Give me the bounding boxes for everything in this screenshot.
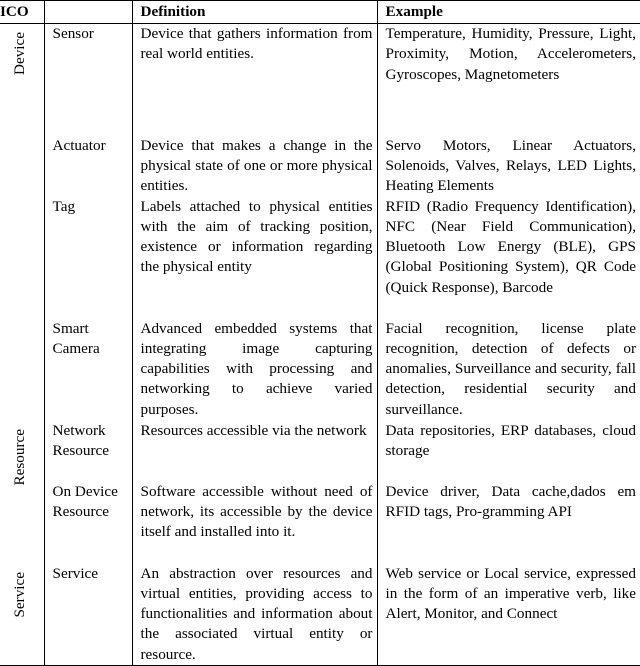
group-label: Device [10, 32, 28, 76]
group-cell-service [0, 564, 44, 666]
ico-example: Device driver, Data cache,dados em RFID tags, Pro-gramming API [385, 482, 636, 520]
ico-definition: Advanced embedded systems that integrating image capturing capabilities with processing and networking to achieve varied purposes. [132, 319, 377, 421]
ico-definition: Labels attached to physical entities with the aim of tracking position, existence or information regarding the physical entity [132, 197, 377, 319]
ico-example: Web service or Local service, expressed in the form of an imperative verb, like Alert, Monitor, and Connect [377, 564, 640, 666]
header-example: Example [385, 3, 443, 20]
table-row [0, 197, 640, 319]
ico-name: Service [44, 564, 132, 666]
ico-name: Smart Camera [44, 319, 132, 421]
ico-definition: Device that makes a change in the physical state of one or more physical entities. [132, 136, 377, 197]
ico-example: Temperature, Humidity, Pressure, Light, Proximity, Motion, Accelerometers, Gyroscopes, Magnetometers [385, 25, 636, 83]
ico-example: Servo Motors, Linear Actuators, Solenoids, Valves, Relays, LED Lights, Heating Elements [385, 136, 636, 195]
table-row [0, 564, 640, 666]
table-row [0, 24, 640, 136]
ico-example: Facial recognition, license plate recognition, detection of defects or anomalies, Surveillance and security, fall detection, residential security and surveillance. [385, 319, 636, 418]
ico-definition: Device that gathers information from real world entities. [132, 24, 377, 136]
header-ico-spacer [44, 1, 132, 24]
table-row [0, 136, 640, 197]
ico-name: On Device Resource [44, 482, 132, 564]
table-row [0, 319, 640, 421]
header-definition: Definition [132, 1, 377, 24]
ico-definition: Software accessible without need of network, its accessible by the device itself and installed into it. [132, 482, 377, 564]
header-row [0, 1, 640, 24]
ico-definition: Resources accessible via the network [132, 421, 377, 482]
ico-name: Tag [44, 197, 132, 319]
ico-example: RFID (Radio Frequency Identification), NFC (Near Field Communication), Bluetooth Low Energy (BLE), GPS (Global Positioning System), QR Code (Quick Response), Barcode [385, 197, 636, 296]
ico-example: Data repositories, ERP databases, cloud storage [385, 421, 636, 459]
group-cell-resource [0, 421, 44, 564]
group-label: Service [10, 571, 28, 618]
group-label: Resource [10, 428, 28, 486]
table-row [0, 482, 640, 564]
table-row [0, 421, 640, 482]
ico-name: Sensor [44, 24, 132, 136]
header-ico: ICO [0, 1, 44, 24]
ico-definition: An abstraction over resources and virtual entities, providing access to functionalities and information about the associated virtual entity or resource. [132, 564, 377, 666]
ico-name: Actuator [44, 136, 132, 197]
ico-name: Network Resource [44, 421, 132, 482]
group-cell-device [0, 24, 44, 421]
